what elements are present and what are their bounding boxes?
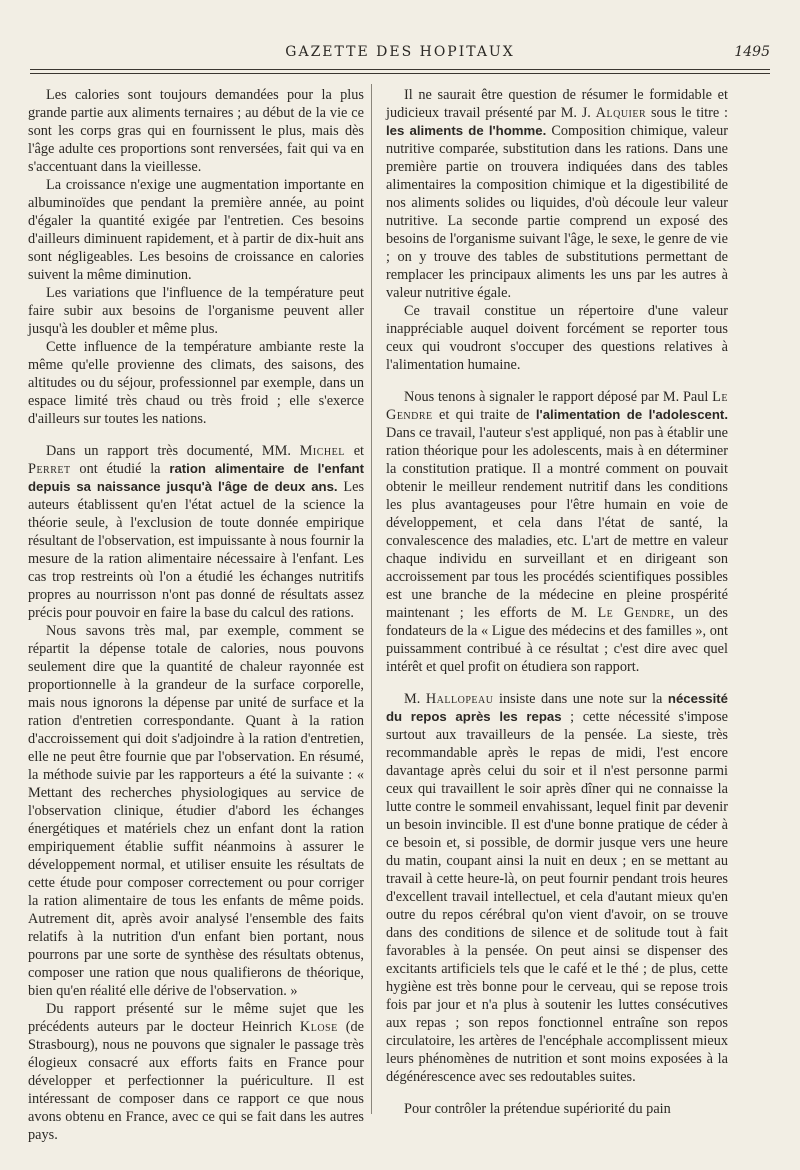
- author-name: Le Gendre: [597, 605, 671, 621]
- text-span: Dans un rapport très documenté, MM.: [46, 443, 291, 459]
- text-span: et: [353, 443, 365, 459]
- text-span: M.: [404, 691, 421, 707]
- paragraph: Ce travail constitue un répertoire d'une valeur inappréciable auquel doivent forcément se reporter tous ceux qui voudront s'occuper des questions relatives à l'alimentation humaine.: [386, 303, 728, 373]
- text-span: Il ne saurait être question de résumer le formidable et judicieux travail présenté par M. J.: [386, 87, 728, 121]
- column-divider: [371, 84, 372, 1114]
- paragraph: Cette influence de la température ambiante reste la même qu'elle provienne des climats, des saisons, des altitudes ou du séjour, professionnel par exemple, dans un espace limité très chaud ou très froid ; elle s'exerce d'ailleurs sur toutes les nations.: [28, 339, 364, 427]
- text-span: Nous tenons à signaler le rapport déposé par M. Paul: [404, 389, 709, 405]
- report-title: nécessité du repos après les repas: [386, 691, 729, 724]
- text-span: Dans ce travail, l'auteur s'est appliqué, non pas à établir une ration théorique pour les adolescents, mais à en déterminer la constitution pratique. Il a montré comment on pouvait obtenir le meilleur rendement nutritif dans les conditions les plus avantageuses pour l'être humain en voie de développement, et cela dans l'état de santé, la convalescence des maladies, etc. L'art de mettre en valeur chaque individu en surveillant et en dirigeant son accroissement par tous les procédés scientifiques possibles est une branche de la médecine en pleine prospérité maintenant ; les efforts de M.: [386, 425, 728, 621]
- text-span: Du rapport présenté sur le même sujet que les précédents auteurs par le docteur Heinrich: [28, 1001, 364, 1035]
- report-title: les aliments de l'homme.: [386, 123, 547, 138]
- page-number: 1495: [734, 44, 770, 60]
- author-name: Le Gendre: [386, 389, 728, 423]
- text-span: Les auteurs établissent qu'en l'état actuel de la science la théorie seule, à l'exclusion de toute donnée empirique résultant de l'observation, est impuissante à nous fournir la mesure de la ration alimentaire nécessaire à l'enfant. Les cas trop restreints où l'on a étudié les échanges nutritifs propres au nourrisson n'ont pas donné de résultats assez précis pour pouvoir en faire la base du calcul des rations.: [28, 479, 365, 621]
- running-title: GAZETTE DES HOPITAUX: [285, 44, 515, 60]
- text-span: et qui traite de: [439, 407, 530, 423]
- header-rule-top: [30, 69, 770, 70]
- text-span: ont étudié la: [79, 461, 161, 477]
- text-span: (de Strasbourg), nous ne pouvons que signaler le passage très élogieux consacré aux efforts faits en France pour développer et perfectionner la puériculture. Il est intéressant de composer dans ce rapport ce que nous avons obtenu en France, avec ce qui se fait dans les autres pays.: [28, 1019, 365, 1143]
- author-name: Michel: [299, 443, 345, 459]
- author-name: Alquier: [595, 105, 647, 121]
- text-span: insiste dans une note sur la: [498, 691, 663, 707]
- paragraph: Les calories sont toujours demandées pour la plus grande partie aux aliments ternaires ; au début de la vie ce sont les corps gras qui en fournissent le plus, mais dès l'âge adulte ces proportions sont renversées, fait qui va en s'accentuant dans la vieillesse.: [28, 87, 364, 175]
- author-name: Perret: [28, 461, 71, 477]
- paragraph: [28, 1000, 364, 1144]
- paragraph: [28, 442, 364, 622]
- text-span: sous le titre :: [650, 105, 729, 121]
- page-header: [30, 44, 770, 66]
- author-name: Klose: [299, 1019, 338, 1035]
- paragraph: La croissance n'exige une augmentation importante en albuminoïdes que pendant la première année, au point d'égaler la quantité exigée par l'entretien. Ces besoins d'ailleurs diminuent rapidement, et à partir de dix-huit ans sont négligeables. Les besoins de croissance en calories suivent la même diminution.: [28, 177, 364, 283]
- report-title: l'alimentation de l'adolescent.: [535, 407, 728, 422]
- report-title: ration alimentaire de l'enfant depuis sa naissance jusqu'à l'âge de deux ans.: [28, 461, 364, 494]
- paragraph: [386, 86, 728, 302]
- left-column: [28, 86, 364, 1144]
- paragraph: [386, 388, 728, 676]
- text-span: ; cette nécessité s'impose surtout aux travailleurs de la pensée. La sieste, très recommandable après le repas de midi, l'est encore davantage après celui du soir et il n'est personne parmi ceux qui travaillent le soir après dîner qui ne connaisse la lutte contre le sommeil envahissant, lequel finit par devenir un besoin invincible. Il est d'une bonne pratique de céder à ce besoin et, si possible, de dormir jusque vers une heure du matin, coupant ainsi la nuit en deux ; en se mettant au travail à cette heure-là, on peut fournir pendant trois heures d'excellent travail intellectuel, et cela d'autant mieux qu'en outre du repos cérébral qu'on vient d'avoir, on se trouve dans des conditions de silence et de solitude tout à fait favorables à la pensée. On peut ainsi se dispenser des excitants artificiels tels que le café et le thé ; de plus, cette hygiène est très bonne pour le cerveau, qui se repose trois fois par jour et n'a plus à soutenir les luttes consécutives aux repas ; son repos fonctionnel entraîne son repos circulatoire, les artères de l'encéphale accomplissent mieux leurs phénomènes de nutrition et sont moins exposées à la dégénérescence avec ses redoutables suites.: [386, 709, 729, 1085]
- right-column: [386, 86, 728, 1118]
- paragraph: Les variations que l'influence de la température peut faire subir aux besoins de l'organisme peuvent aller jusqu'à les doubler et même plus.: [28, 285, 364, 337]
- paragraph: [386, 690, 728, 1086]
- text-span: , un des fondateurs de la « Ligue des médecins et des familles », ont puissamment contribué à ce résultat ; c'est dire avec quel intérêt et quel profit on étudiera son rapport.: [386, 605, 728, 675]
- paragraph: Nous savons très mal, par exemple, comment se répartit la dépense totale de calories, nous pouvons seulement dire que la quantité de chaleur rayonnée est proportionnelle à la grandeur de la surface corporelle, mais nous ignorons la dépense par unité de surface et la ration d'entretien correspondante. Quant à la ration d'accroissement qui doit s'adjoindre à la ration d'entretien, elle ne peut être fournie que par l'observation. En résumé, la méthode suivie par les rapporteurs a été la suivante : « Mettant des recherches physiologiques au service de l'observation clinique, étudier d'abord les échanges énergétiques et matériels chez un enfant dont la ration empiriquement établie suffit néanmoins à assurer le développement normal, et utiliser ensuite les résultats de cette étude pour composer correctement ou pour corriger la ration alimentaire de tous les enfants de même poids. Autrement dit, après avoir analysé l'ensemble des faits relatifs à la nutrition d'un enfant bien portant, nous pourrons par une sorte de synthèse des résultats obtenus, composer une ration que nous qualifierons de théorique, bien qu'en réalité elle dérive de l'observation. »: [28, 623, 364, 999]
- text-span: Composition chimique, valeur nutritive comparée, substitution dans les rations. Dans une première partie on trouvera indiquées dans des tables alimentaires la composition chimique et la digestibilité de nos aliments solides ou liquides, d'où découle leur valeur nutritive. La seconde partie comprend un exposé des besoins de l'organisme suivant l'âge, le sexe, le genre de vie ; on y trouve des tables de substitutions permettant de remplacer les principaux aliments les uns par les autres à valeur nutritive égale.: [386, 123, 729, 301]
- header-rule-bottom: [30, 73, 770, 74]
- paragraph: Pour contrôler la prétendue supériorité du pain: [404, 1101, 671, 1117]
- author-name: Hallopeau: [425, 691, 494, 707]
